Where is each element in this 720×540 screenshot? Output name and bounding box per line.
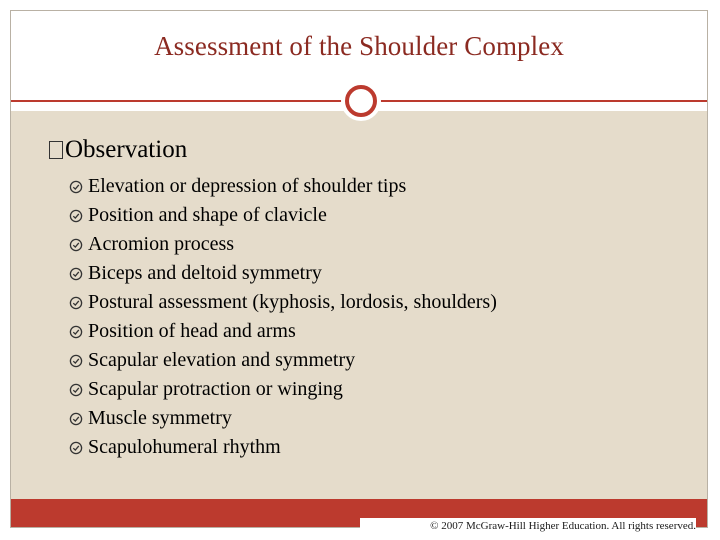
bullet-text: Postural assessment (kyphosis, lordosis, shoulders) <box>88 291 497 313</box>
slide <box>10 10 708 528</box>
circle-check-icon <box>69 296 83 310</box>
bullet-item <box>69 288 497 317</box>
bullet-text: Muscle symmetry <box>88 407 232 429</box>
bullet-text: Elevation or depression of shoulder tips <box>88 175 407 197</box>
bullet-item <box>69 172 497 201</box>
circle-check-icon <box>69 325 83 339</box>
circle-check-icon <box>69 412 83 426</box>
bullet-text: Scapulohumeral rhythm <box>88 436 281 458</box>
circle-check-icon <box>69 354 83 368</box>
section-heading-text: Observation <box>65 136 188 163</box>
bullet-item <box>69 230 497 259</box>
bullet-text: Acromion process <box>88 233 235 255</box>
bullet-item <box>69 375 497 404</box>
bullet-text: Scapular elevation and symmetry <box>88 349 356 371</box>
circle-check-icon <box>69 383 83 397</box>
circle-check-icon <box>69 238 83 252</box>
bullet-item <box>69 404 497 433</box>
bullet-item <box>69 433 497 462</box>
bullet-item <box>69 259 497 288</box>
circle-check-icon <box>69 209 83 223</box>
bullet-item <box>69 201 497 230</box>
bullet-item <box>69 346 497 375</box>
circle-check-icon <box>69 267 83 281</box>
copyright-footer: © 2007 McGraw-Hill Higher Education. All rights reserved. <box>360 518 696 534</box>
circle-ornament-icon <box>345 85 377 117</box>
bullet-text: Position and shape of clavicle <box>88 204 327 226</box>
circle-check-icon <box>69 441 83 455</box>
bullet-text: Scapular protraction or winging <box>88 378 343 400</box>
circle-check-icon <box>69 180 83 194</box>
bullet-text: Position of head and arms <box>88 320 296 342</box>
bullet-text: Biceps and deltoid symmetry <box>88 262 322 284</box>
checkbox-glyph-icon <box>49 141 63 159</box>
bullet-list <box>69 172 497 462</box>
section-heading <box>49 136 187 164</box>
bullet-item <box>69 317 497 346</box>
slide-title: Assessment of the Shoulder Complex <box>154 31 564 61</box>
